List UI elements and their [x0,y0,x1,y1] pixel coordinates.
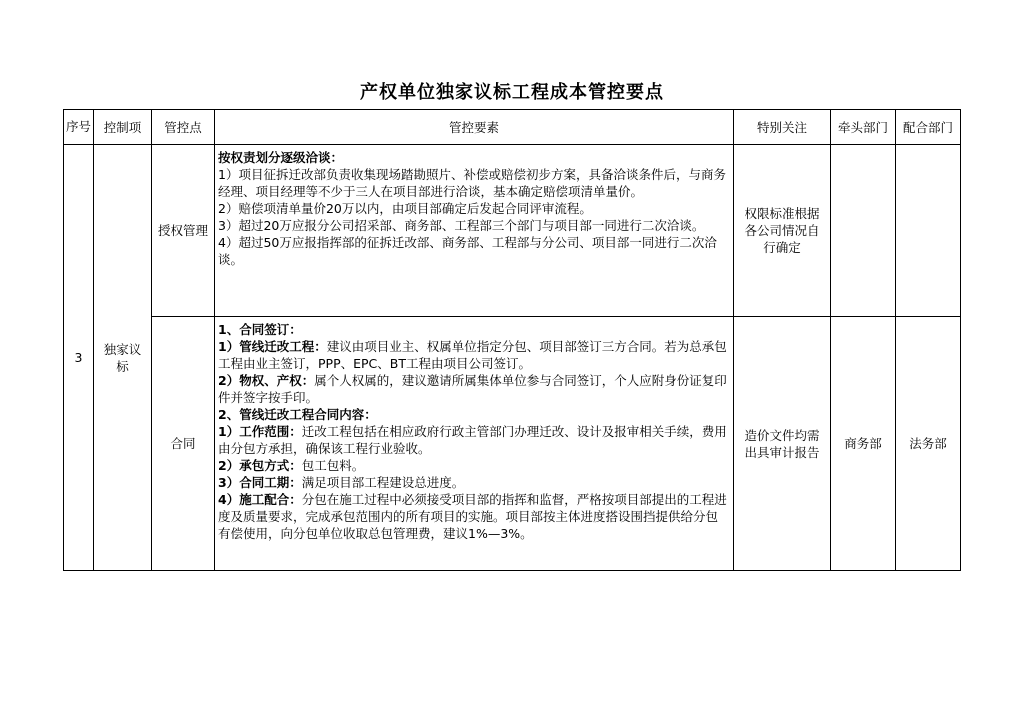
table-row [64,145,961,317]
header-control-point: 管控点 [152,110,215,145]
control-point-contract: 合同 [152,317,215,571]
header-lead-dept: 牵头部门 [831,110,896,145]
control-points-table [63,109,961,571]
header-attention: 特别关注 [734,110,831,145]
table-header-row [64,110,961,145]
elements-label: 1）管线迁改工程： [218,339,327,354]
table-row [64,317,961,571]
lead-dept-cell: 商务部 [831,317,896,571]
elements-label: 2）物权、产权： [218,373,315,388]
elements-text: 迁改工程包括在相应政府行政主管部门办理迁改、设计及报审相关手续，费用由分包方承担，确保该工程行业验收。 [218,424,727,456]
control-point-authorization: 授权管理 [152,145,215,317]
elements-label: 1）工作范围： [218,424,302,439]
elements-text: 属个人权属的，建议邀请所属集体单位参与合同签订，个人应附身份证复印件并签字按手印。 [218,373,727,405]
elements-label: 4）施工配合： [218,492,302,507]
elements-line: 3）超过20万应报分公司招采部、商务部、工程部三个部门与项目部一同进行二次洽谈。 [218,218,705,233]
elements-text: 分包在施工过程中必须接受项目部的指挥和监督，严格按项目部提出的工程进度及质量要求，完成承包范围内的所有项目的实施。项目部按主体进度搭设围挡提供给分包有偿使用，向分包单位收取总包管理费，建议1%—3%。 [218,492,727,541]
elements-heading: 2、管线迁改工程合同内容： [218,407,377,422]
elements-label: 2）承包方式： [218,458,302,473]
header-elements: 管控要素 [215,110,734,145]
elements-authorization [215,145,734,317]
header-control-item: 控制项 [94,110,152,145]
elements-text: 包工包料。 [301,458,365,473]
elements-label: 3）合同工期： [218,475,302,490]
header-support-dept: 配合部门 [896,110,961,145]
header-seq: 序号 [64,110,94,145]
elements-text: 满足项目部工程建设总进度。 [301,475,465,490]
seq-cell: 3 [64,145,94,571]
elements-contract [215,317,734,571]
elements-heading: 1、合同签订： [218,322,302,337]
elements-line: 1）项目征拆迁改部负责收集现场踏勘照片、补偿或赔偿初步方案，具备洽谈条件后，与商务经理、项目经理等不少于三人在项目部进行洽谈，基本确定赔偿项清单量价。 [218,167,726,199]
elements-heading: 按权责划分逐级洽谈： [218,150,344,165]
elements-line: 4）超过50万应报指挥部的征拆迁改部、商务部、工程部与分公司、项目部一同进行二次洽谈。 [218,235,717,267]
attention-cell: 权限标准根据各公司情况自行确定 [734,145,831,317]
support-dept-cell [896,145,961,317]
lead-dept-cell [831,145,896,317]
document-title: 产权单位独家议标工程成本管控要点 [360,82,664,103]
control-item-cell: 独家议标 [94,145,152,571]
support-dept-cell: 法务部 [896,317,961,571]
elements-text: 建议由项目业主、权属单位指定分包、项目部签订三方合同。若为总承包工程由业主签订，PPP、EPC、BT工程由项目公司签订。 [218,339,727,371]
attention-cell: 造价文件均需出具审计报告 [734,317,831,571]
elements-line: 2）赔偿项清单量价20万以内，由项目部确定后发起合同评审流程。 [218,201,592,216]
